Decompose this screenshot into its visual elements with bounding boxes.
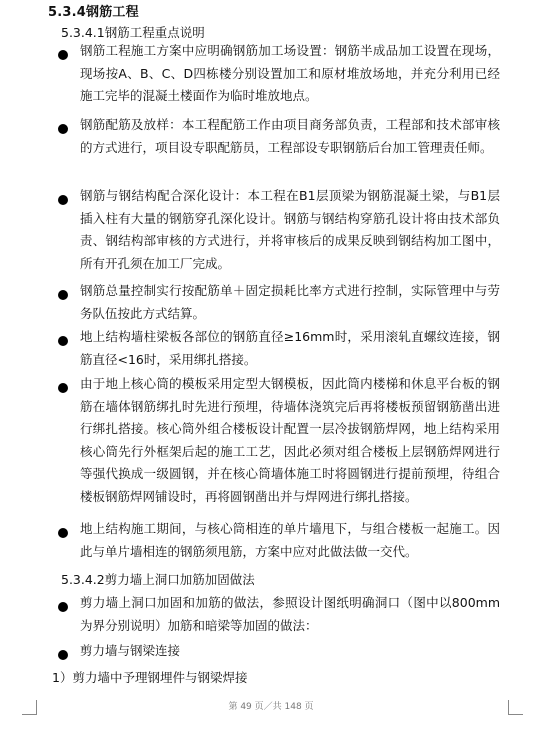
subsection-title-1: 5.3.4.1钢筋工程重点说明 — [61, 25, 205, 40]
paragraph-8: 剪力墙上洞口加固和加筋的做法，参照设计图纸明确洞口（图中以800mm为界分别说明）加筋和暗梁等加固的做法： — [80, 595, 500, 633]
bullet-icon — [58, 50, 68, 60]
bullet-icon — [58, 650, 68, 660]
page-footer: 第 49 页／共 148 页 — [228, 702, 314, 712]
paragraph-3: 钢筋与钢结构配合深化设计：本工程在B1层顶梁为钢筋混凝土梁，与B1层插入柱有大量的钢筋穿孔深化设计。钢筋与钢结构穿筋孔设计将由技术部负责、钢结构部审核的方式进行，并将审核后的成果反映到钢结构加工图中，所有开孔须在加工厂完成。 — [80, 188, 500, 271]
section-title: 5.3.4钢筋工程 — [48, 5, 139, 20]
paragraph-9: 剪力墙与钢梁连接 — [80, 643, 181, 658]
paragraph-2: 钢筋配筋及放样：本工程配筋工作由项目商务部负责，工程部和技术部审核的方式进行，项目设专职配筋员，工程部设专职钢筋后台加工管理责任师。 — [80, 117, 500, 155]
paragraph-4: 钢筋总量控制实行按配筋单＋固定损耗比率方式进行控制，实际管理中与劳务队伍按此方式结算。 — [80, 283, 500, 321]
bullet-icon — [58, 124, 68, 134]
subsection-title-2: 5.3.4.2剪力墙上洞口加筋加固做法 — [61, 572, 255, 587]
paragraph-6: 由于地上核心筒的模板采用定型大钢模板，因此筒内楼梯和休息平台板的钢筋在墙体钢筋绑扎时先进行预埋，待墙体浇筑完后再将楼板预留钢筋凿出进行绑扎搭接。核心筒外组合楼板设计配置一层冷拔钢筋焊网，地上结构采用核心筒先行外框架后起的施工工艺，因此必须对组合楼板上层钢筋焊网进行等强代换成一级圆钢，并在核心筒墙体施工时将圆钢进行提前预埋，待组合楼板钢筋焊网铺设时，再将圆钢凿出并与焊网进行绑扎搭接。 — [80, 376, 500, 504]
bullet-icon — [58, 383, 68, 393]
bullet-icon — [58, 290, 68, 300]
bullet-icon — [58, 528, 68, 538]
numbered-item: 1）剪力墙中予理钢埋件与钢梁焊接 — [52, 670, 248, 685]
paragraph-1: 钢筋工程施工方案中应明确钢筋加工场设置：钢筋半成品加工设置在现场，现场按A、B、C、D四栋楼分别设置加工和原材堆放场地，并充分利用已经施工完毕的混凝土楼面作为临时堆放地点。 — [80, 43, 500, 103]
bullet-icon — [58, 602, 68, 612]
paragraph-7: 地上结构施工期间，与核心筒相连的单片墙甩下，与组合楼板一起施工。因此与单片墙相连的钢筋须甩筋，方案中应对此做法做一交代。 — [80, 521, 500, 559]
bullet-icon — [58, 195, 68, 205]
paragraph-5: 地上结构墙柱梁板各部位的钢筋直径≥16mm时，采用滚轧直螺纹连接，钢筋直径<16时，采用绑扎搭接。 — [80, 329, 500, 367]
bullet-icon — [58, 336, 68, 346]
